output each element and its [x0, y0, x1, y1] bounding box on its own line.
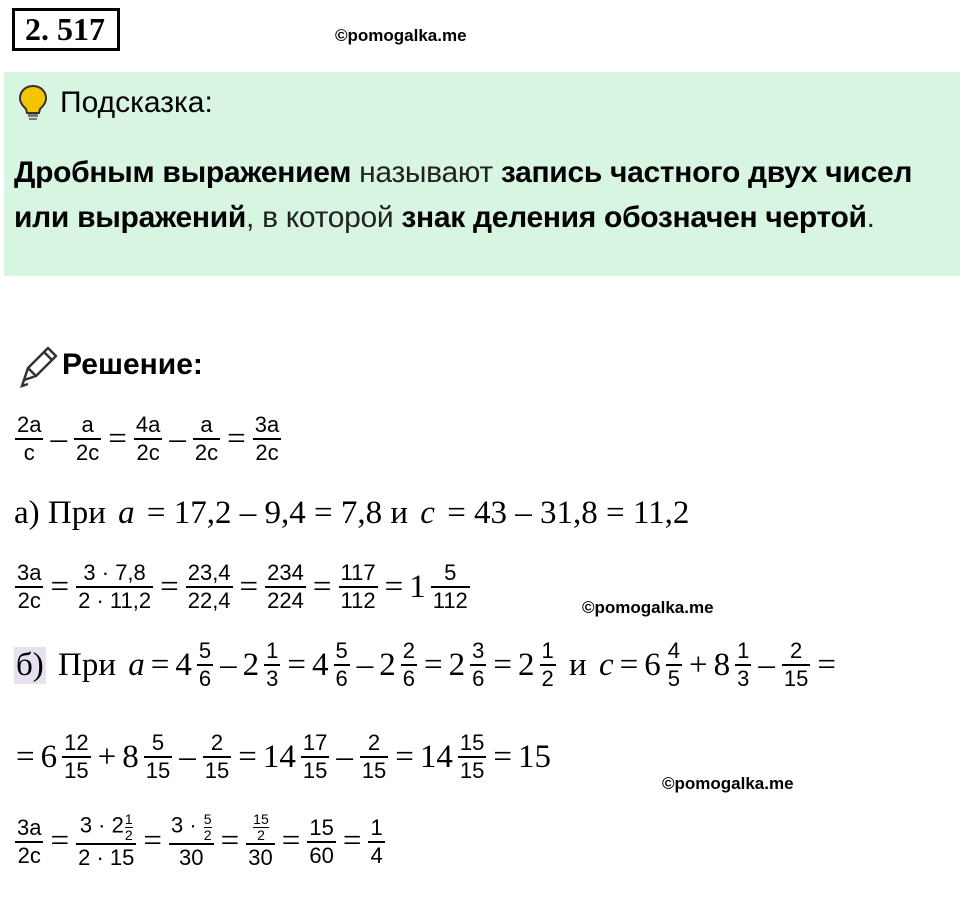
fraction	[193, 412, 220, 466]
operator: =	[424, 646, 443, 683]
numerator: 2	[402, 638, 416, 663]
numerator: 5	[335, 638, 348, 663]
operator: =	[50, 568, 70, 605]
math-text: 1	[409, 568, 426, 605]
numerator-text: 3 · 2	[79, 812, 124, 838]
operator: =	[342, 823, 362, 859]
denominator: c	[23, 440, 35, 465]
inner-denominator: 2	[257, 827, 265, 843]
math-text: 8	[713, 646, 731, 683]
fraction	[360, 730, 388, 784]
denominator: 5	[667, 666, 680, 691]
operator: –	[356, 646, 374, 683]
fraction	[15, 560, 43, 614]
numerator: 17	[302, 730, 328, 755]
numerator: a	[81, 412, 94, 437]
inner-numerator: 5	[203, 811, 212, 827]
denominator: 6	[198, 666, 212, 691]
math-text: 6	[644, 646, 661, 683]
inner-numerator: 15	[253, 811, 269, 827]
fraction	[134, 412, 162, 466]
denominator: 2 · 15	[78, 845, 135, 870]
watermark: ©pomogalka.me	[582, 598, 714, 617]
pencil-icon	[16, 344, 60, 393]
watermark: ©pomogalka.me	[662, 774, 794, 793]
compound-fraction	[246, 812, 274, 871]
numerator: 3a	[17, 560, 42, 585]
denominator: 2c	[136, 440, 160, 465]
operator: =	[281, 823, 301, 859]
numerator: 5	[444, 560, 457, 585]
numerator: 15	[459, 730, 485, 755]
operator: =	[238, 738, 257, 775]
denominator: 224	[267, 588, 304, 613]
fraction	[62, 730, 90, 784]
operator: =	[395, 738, 414, 775]
math-text: и	[560, 646, 595, 683]
fraction	[307, 815, 335, 869]
hint-text-segment: , в которой	[246, 201, 402, 234]
denominator: 15	[145, 758, 171, 783]
denominator: 4	[370, 842, 383, 868]
inner-numerator: 1	[124, 811, 133, 827]
denominator: 112	[432, 588, 468, 613]
math-text: = 17,2 – 9,4 = 7,8 и	[138, 495, 417, 531]
numerator: 1	[370, 814, 383, 840]
fraction	[186, 560, 233, 614]
numerator: 3a	[254, 412, 280, 437]
fraction	[339, 560, 378, 614]
fraction	[431, 560, 470, 614]
numerator: 1	[737, 638, 750, 663]
hint-title: Подсказка:	[60, 86, 213, 119]
fraction	[301, 730, 329, 784]
numerator: 234	[267, 560, 304, 585]
fraction	[735, 638, 751, 692]
denominator: 3	[737, 666, 750, 691]
fraction	[334, 638, 350, 692]
problem-number: 2. 517	[12, 8, 120, 51]
numerator	[78, 812, 135, 843]
numerator: 15	[309, 814, 334, 840]
operator: –	[179, 738, 196, 775]
denominator: 2	[541, 666, 554, 691]
numerator: 3 · 7,8	[83, 560, 146, 585]
operator: =	[16, 738, 35, 775]
denominator: 15	[204, 758, 230, 783]
inner-denominator: 2	[203, 827, 212, 843]
denominator: 2c	[17, 588, 41, 613]
numerator-text: 3 ·	[171, 812, 203, 838]
part-b-condition	[12, 638, 840, 692]
numerator: 4	[667, 638, 680, 663]
part-a-calculation	[12, 560, 473, 614]
fraction	[540, 638, 556, 692]
operator: =	[287, 646, 307, 683]
operator: =	[50, 823, 70, 859]
denominator: 6	[472, 666, 485, 691]
denominator: 30	[179, 845, 204, 870]
denominator: 15	[64, 758, 89, 783]
math-text: 2	[518, 646, 535, 683]
variable: a	[118, 495, 135, 531]
operator: =	[493, 738, 513, 775]
denominator: 60	[309, 842, 334, 868]
math-text: 2	[448, 646, 466, 683]
denominator: 2c	[75, 440, 100, 465]
denominator: 30	[248, 845, 273, 870]
operator: =	[384, 568, 404, 605]
numerator: 1	[266, 638, 279, 663]
operator: –	[758, 646, 775, 683]
math-text: = 43 – 31,8 = 11,2	[438, 495, 690, 531]
part-b-continuation	[12, 730, 553, 784]
operator: =	[150, 646, 170, 683]
variable: c	[420, 495, 435, 531]
fraction	[74, 412, 101, 466]
operator: –	[50, 420, 67, 457]
math-text: 2	[379, 646, 396, 683]
fraction	[15, 815, 43, 869]
fraction	[253, 412, 281, 466]
watermark: ©pomogalka.me	[335, 26, 467, 45]
hint-text-segment: знак деления обозначен чертой	[401, 201, 867, 234]
hint-text	[14, 150, 954, 240]
math-text: 2	[242, 646, 260, 683]
operator: =	[493, 646, 513, 683]
denominator: 6	[335, 666, 348, 691]
numerator	[250, 812, 271, 843]
operator: =	[160, 568, 179, 605]
math-text: 15	[518, 738, 552, 775]
numerator: 117	[340, 560, 376, 585]
denominator: 2c	[17, 842, 41, 868]
inner-fraction	[125, 812, 133, 843]
math-text: При	[49, 646, 125, 683]
operator: =	[220, 823, 240, 859]
operator: =	[108, 420, 127, 457]
fraction	[203, 730, 231, 784]
operator: +	[97, 738, 117, 775]
math-text: 4	[312, 646, 329, 683]
operator: =	[143, 823, 162, 859]
denominator: 15	[302, 758, 328, 783]
fraction	[264, 638, 280, 692]
hint-text-segment: запись частного двух чисел или выражений	[14, 156, 913, 234]
math-text: 14	[419, 738, 453, 775]
operator: =	[227, 420, 246, 457]
lightbulb-icon	[18, 84, 48, 127]
numerator: 1	[541, 638, 554, 663]
numerator: 2a	[17, 412, 42, 437]
equation-line-1	[12, 412, 284, 466]
denominator: 22,4	[187, 588, 231, 613]
fraction	[265, 560, 306, 614]
hint-text-segment: Дробным выражением	[14, 156, 352, 189]
solution-title: Решение:	[62, 348, 203, 381]
fraction	[782, 638, 810, 692]
denominator: 2 · 11,2	[78, 588, 152, 613]
fraction	[458, 730, 486, 784]
numerator: 12	[64, 730, 89, 755]
numerator: 5	[198, 638, 212, 663]
compound-fraction	[169, 812, 214, 871]
numerator: 2	[789, 638, 803, 663]
fraction	[197, 638, 213, 692]
math-text: 6	[40, 738, 58, 775]
denominator: 15	[361, 758, 387, 783]
numerator: 5	[151, 730, 165, 755]
math-text: а) При	[14, 495, 115, 531]
fraction	[76, 560, 153, 614]
part-b-calculation	[12, 812, 388, 871]
numerator: 3	[472, 638, 485, 663]
fraction	[15, 412, 43, 466]
numerator: a	[200, 412, 213, 437]
denominator: 2c	[194, 440, 219, 465]
denominator: 6	[402, 666, 416, 691]
fraction	[470, 638, 486, 692]
compound-fraction	[76, 812, 136, 871]
fraction	[401, 638, 417, 692]
denominator: 2c	[255, 440, 279, 465]
math-text: 8	[122, 738, 139, 775]
part-a-condition	[12, 495, 691, 532]
numerator: 4a	[135, 412, 161, 437]
operator: =	[239, 568, 259, 605]
operator: =	[817, 646, 836, 683]
fraction	[666, 638, 682, 692]
numerator	[169, 812, 214, 843]
operator: –	[169, 420, 186, 457]
operator: +	[688, 646, 708, 683]
denominator: 112	[340, 588, 376, 613]
numerator: 2	[210, 730, 224, 755]
inner-denominator: 2	[124, 827, 133, 843]
denominator: 15	[459, 758, 485, 783]
inner-fraction	[253, 812, 269, 843]
hint-text-segment: называют	[351, 156, 501, 189]
variable: a	[128, 646, 145, 683]
numerator: 3a	[17, 814, 42, 840]
operator: =	[312, 568, 332, 605]
variable: c	[598, 646, 614, 683]
denominator: 15	[783, 666, 809, 691]
math-text: б)	[16, 646, 44, 683]
fraction	[144, 730, 172, 784]
math-text: 4	[175, 646, 192, 683]
fraction	[368, 815, 384, 869]
denominator: 3	[266, 666, 279, 691]
numerator: 2	[367, 730, 381, 755]
operator: –	[220, 646, 237, 683]
math-text: 14	[262, 738, 296, 775]
operator: =	[619, 646, 639, 683]
inner-fraction	[204, 812, 212, 843]
hint-text-segment: .	[866, 201, 875, 234]
numerator: 23,4	[187, 560, 231, 585]
operator: –	[336, 738, 353, 775]
